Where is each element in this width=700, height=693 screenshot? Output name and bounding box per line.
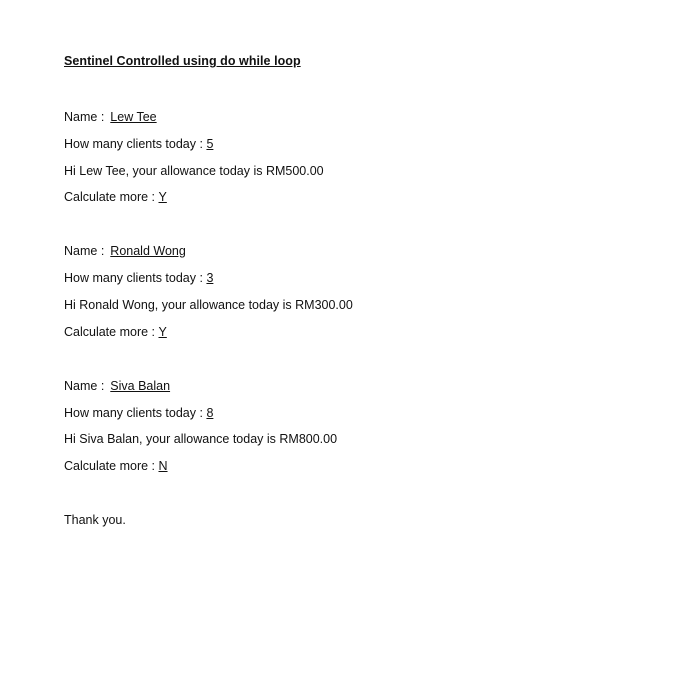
record-2-name-line — [64, 243, 186, 259]
record-1-more-line — [64, 189, 167, 205]
clients-label: How many clients today : — [64, 406, 203, 420]
calc-more-label: Calculate more : — [64, 325, 156, 339]
record-3-message: Hi Siva Balan, your allowance today is RM800.00 — [64, 432, 338, 446]
record-1-message: Hi Lew Tee, your allowance today is RM500.00 — [64, 164, 324, 178]
record-3-clients: 8 — [206, 406, 214, 420]
closing-text: Thank you. — [64, 513, 126, 527]
name-label: Name : — [64, 244, 105, 258]
record-1-name-line — [64, 109, 157, 125]
record-1-more: Y — [158, 190, 167, 204]
record-2-message: Hi Ronald Wong, your allowance today is RM300.00 — [64, 298, 353, 312]
record-1-clients-line — [64, 136, 213, 152]
calc-more-label: Calculate more : — [64, 459, 156, 473]
clients-label: How many clients today : — [64, 137, 203, 151]
record-2-clients-line — [64, 270, 213, 286]
clients-label: How many clients today : — [64, 271, 203, 285]
record-2-name: Ronald Wong — [110, 244, 186, 258]
record-2-clients: 3 — [206, 271, 214, 285]
name-label: Name : — [64, 379, 105, 393]
record-3-clients-line — [64, 405, 213, 421]
record-1-name: Lew Tee — [110, 110, 157, 124]
record-3-more: N — [158, 459, 168, 473]
name-label: Name : — [64, 110, 105, 124]
record-3-name: Siva Balan — [110, 379, 171, 393]
record-2-more-line — [64, 324, 167, 340]
record-3-name-line — [64, 378, 170, 394]
calc-more-label: Calculate more : — [64, 190, 156, 204]
record-3-more-line — [64, 458, 168, 474]
record-2-more: Y — [158, 325, 167, 339]
record-1-clients: 5 — [206, 137, 214, 151]
document-title: Sentinel Controlled using do while loop — [64, 54, 301, 68]
